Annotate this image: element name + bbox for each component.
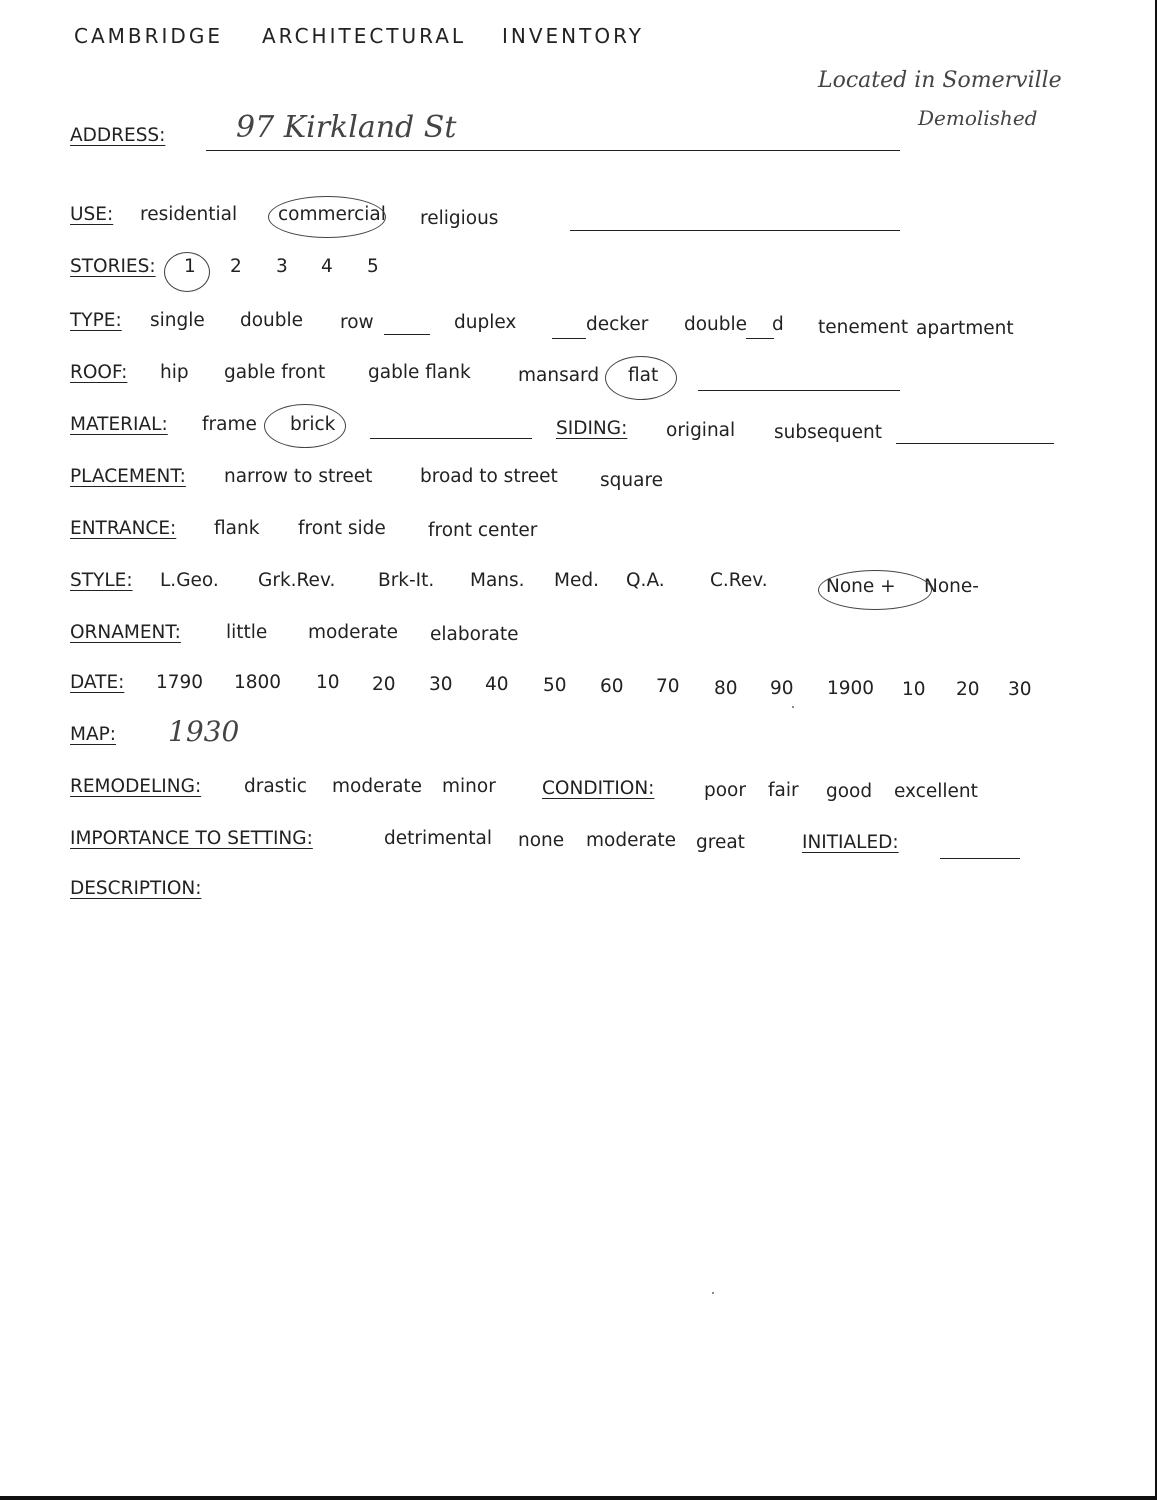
date-option-50[interactable]: 50 xyxy=(543,675,567,696)
roof-option-gable-flank[interactable]: gable flank xyxy=(368,362,471,383)
date-option-30[interactable]: 30 xyxy=(429,674,453,695)
date-option-1900[interactable]: 1900 xyxy=(827,678,875,699)
style-selection-circle xyxy=(818,570,932,610)
date-option-1930[interactable]: 30 xyxy=(1008,679,1032,700)
ornament-option-little[interactable]: little xyxy=(226,622,268,643)
siding-option-subsequent[interactable]: subsequent xyxy=(774,422,882,443)
use-option-religious[interactable]: religious xyxy=(420,208,499,229)
material-option-brick[interactable]: brick xyxy=(290,414,336,435)
date-option-80[interactable]: 80 xyxy=(714,678,738,699)
style-label: STYLE: xyxy=(70,570,133,591)
roof-label: ROOF: xyxy=(70,362,128,383)
entrance-label: ENTRANCE: xyxy=(70,518,177,539)
importance-option-detrimental[interactable]: detrimental xyxy=(384,828,492,849)
map-value[interactable]: 1930 xyxy=(168,715,240,748)
ornament-option-elaborate[interactable]: elaborate xyxy=(430,624,519,645)
condition-option-good[interactable]: good xyxy=(826,781,873,802)
stories-option-3[interactable]: 3 xyxy=(276,256,288,277)
remodeling-label: REMODELING: xyxy=(70,776,202,797)
entrance-option-flank[interactable]: flank xyxy=(214,518,260,539)
placement-option-square[interactable]: square xyxy=(600,470,664,491)
address-label: ADDRESS: xyxy=(70,125,166,146)
page-edge-bottom xyxy=(0,1496,1157,1500)
date-option-40[interactable]: 40 xyxy=(485,674,509,695)
roof-option-mansard[interactable]: mansard xyxy=(518,365,600,386)
entrance-option-front-side[interactable]: front side xyxy=(298,518,386,539)
date-row xyxy=(70,672,1040,702)
date-option-20[interactable]: 20 xyxy=(372,674,396,695)
type-option-double[interactable]: double xyxy=(240,310,304,331)
stories-row xyxy=(70,256,470,286)
address-value[interactable]: 97 Kirkland St xyxy=(236,110,457,145)
type-row xyxy=(70,310,1030,340)
type-decker-blank xyxy=(552,338,586,339)
roof-option-gable-front[interactable]: gable front xyxy=(224,362,326,383)
ornament-row xyxy=(70,622,670,652)
importance-label: IMPORTANCE TO SETTING: xyxy=(70,828,313,849)
remodeling-option-minor[interactable]: minor xyxy=(442,776,496,797)
title-word-1: CAMBRIDGE xyxy=(74,24,223,48)
initialed-label: INITIALED: xyxy=(802,832,899,853)
style-option-none-minus[interactable]: None- xyxy=(924,576,979,597)
roof-option-flat[interactable]: flat xyxy=(628,365,659,386)
map-label: MAP: xyxy=(70,724,117,745)
style-option-grkrev[interactable]: Grk.Rev. xyxy=(258,570,336,591)
use-other-line xyxy=(570,230,900,231)
use-option-commercial[interactable]: commercial xyxy=(278,204,386,225)
style-option-qa[interactable]: Q.A. xyxy=(626,570,665,591)
importance-option-moderate[interactable]: moderate xyxy=(586,830,677,851)
roof-row xyxy=(70,362,920,392)
material-row xyxy=(70,414,1030,444)
annotation-status: Demolished xyxy=(918,106,1038,130)
type-row-blank xyxy=(384,334,430,335)
date-option-1920[interactable]: 20 xyxy=(956,679,980,700)
address-line xyxy=(206,150,900,151)
stories-label: STORIES: xyxy=(70,256,156,277)
style-option-crev[interactable]: C.Rev. xyxy=(710,570,768,591)
type-option-tenement[interactable]: tenement xyxy=(818,317,909,338)
remodeling-option-drastic[interactable]: drastic xyxy=(244,776,307,797)
type-label: TYPE: xyxy=(70,310,122,331)
style-option-med[interactable]: Med. xyxy=(554,570,599,591)
material-selection-circle xyxy=(264,404,346,448)
material-option-frame[interactable]: frame xyxy=(202,414,257,435)
style-option-none-plus[interactable]: None + xyxy=(826,576,896,597)
title-word-3: INVENTORY xyxy=(502,24,644,48)
paper-speck xyxy=(712,1292,714,1294)
importance-option-none[interactable]: none xyxy=(518,830,565,851)
type-option-decker[interactable]: decker xyxy=(586,314,649,335)
date-option-10[interactable]: 10 xyxy=(316,672,340,693)
siding-label: SIDING: xyxy=(556,418,628,439)
placement-option-narrow[interactable]: narrow to street xyxy=(224,466,373,487)
title-word-2: ARCHITECTURAL xyxy=(262,24,467,48)
condition-option-excellent[interactable]: excellent xyxy=(894,781,978,802)
use-option-residential[interactable]: residential xyxy=(140,204,238,225)
remodeling-option-moderate[interactable]: moderate xyxy=(332,776,423,797)
roof-selection-circle xyxy=(605,356,677,400)
stories-selection-circle xyxy=(164,252,210,292)
style-option-mans[interactable]: Mans. xyxy=(470,570,525,591)
type-option-d[interactable]: d xyxy=(772,314,784,335)
ornament-option-moderate[interactable]: moderate xyxy=(308,622,399,643)
ornament-label: ORNAMENT: xyxy=(70,622,181,643)
stories-option-1[interactable]: 1 xyxy=(184,256,196,277)
type-option-single[interactable]: single xyxy=(150,310,205,331)
stories-option-4[interactable]: 4 xyxy=(321,256,333,277)
description-row xyxy=(70,878,370,908)
importance-option-great[interactable]: great xyxy=(696,832,745,853)
style-option-brkit[interactable]: Brk-It. xyxy=(378,570,435,591)
stories-option-2[interactable]: 2 xyxy=(230,256,242,277)
date-label: DATE: xyxy=(70,672,125,693)
date-option-70[interactable]: 70 xyxy=(656,676,680,697)
date-option-1790[interactable]: 1790 xyxy=(156,672,204,693)
importance-row xyxy=(70,828,1020,858)
material-label: MATERIAL: xyxy=(70,414,168,435)
date-option-60[interactable]: 60 xyxy=(600,676,624,697)
date-option-1800[interactable]: 1800 xyxy=(234,672,282,693)
annotation-location: Located in Somerville xyxy=(818,68,1062,93)
entrance-option-front-center[interactable]: front center xyxy=(428,520,538,541)
entrance-row xyxy=(70,518,670,548)
date-option-1910[interactable]: 10 xyxy=(902,679,926,700)
date-option-90[interactable]: 90 xyxy=(770,678,794,699)
siding-option-original[interactable]: original xyxy=(666,420,736,441)
type-option-row[interactable]: row xyxy=(340,312,374,333)
type-option-apartment[interactable]: apartment xyxy=(916,318,1014,339)
description-label: DESCRIPTION: xyxy=(70,878,202,899)
roof-option-hip[interactable]: hip xyxy=(160,362,189,383)
use-label: USE: xyxy=(70,204,114,225)
stories-option-5[interactable]: 5 xyxy=(367,256,379,277)
use-selection-circle xyxy=(268,196,386,238)
type-option-duplex[interactable]: duplex xyxy=(454,312,517,333)
condition-option-fair[interactable]: fair xyxy=(768,780,799,801)
initialed-line[interactable] xyxy=(940,858,1020,859)
style-option-lgeo[interactable]: L.Geo. xyxy=(160,570,219,591)
siding-other-line xyxy=(896,443,1054,444)
placement-option-broad[interactable]: broad to street xyxy=(420,466,558,487)
roof-other-line xyxy=(698,390,900,391)
pencil-dot xyxy=(792,706,794,708)
type-double-d-blank xyxy=(746,338,774,339)
placement-row xyxy=(70,466,770,496)
condition-label: CONDITION: xyxy=(542,778,655,799)
type-option-double-decker[interactable]: double xyxy=(684,314,748,335)
material-other-line xyxy=(370,438,532,439)
placement-label: PLACEMENT: xyxy=(70,466,186,487)
remodeling-row xyxy=(70,776,1010,806)
condition-option-poor[interactable]: poor xyxy=(704,780,746,801)
